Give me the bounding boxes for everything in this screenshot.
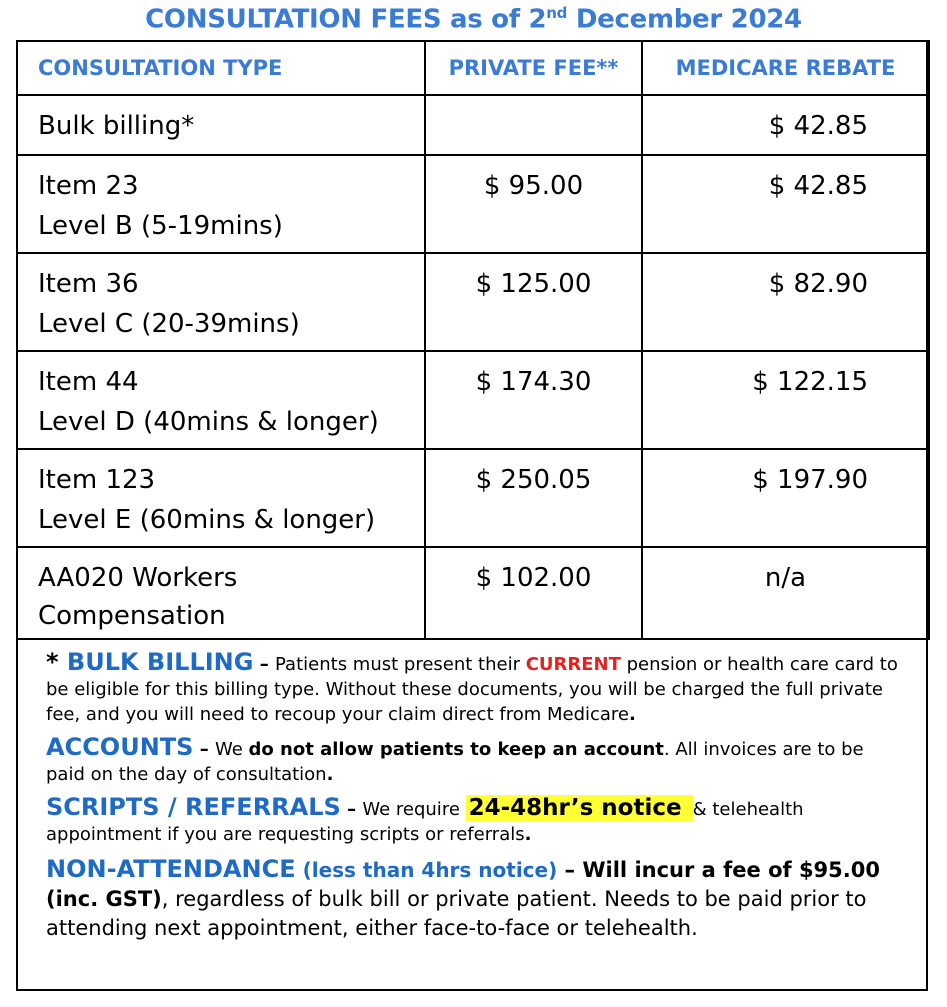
rebate-cell: $ 42.85: [642, 155, 929, 253]
fee-notes: [46, 650, 906, 949]
column-header-medicare-rebate: MEDICARE REBATE: [642, 41, 929, 95]
consultation-type-cell: Item 123 Level E (60mins & longer): [17, 449, 425, 547]
note-heading: NON-ATTENDANCE: [46, 855, 296, 883]
table-row: [17, 155, 929, 253]
accounts-note: ACCOUNTS – We do not allow patients to keep an account. All invoices are to be paid on the day of consultation.: [46, 733, 864, 785]
private-fee-cell: $ 250.05: [425, 449, 642, 547]
scripts-referrals-note: SCRIPTS / REFERRALS – We require 24-48hr’s notice & telehealth appointment if you are requesting scripts or referrals.: [46, 793, 804, 845]
column-header-private-fee: PRIVATE FEE**: [425, 41, 642, 95]
table-header-row: [17, 41, 929, 95]
note-heading: ACCOUNTS: [46, 733, 194, 761]
note-heading: SCRIPTS / REFERRALS: [46, 793, 341, 821]
private-fee-cell: $ 174.30: [425, 351, 642, 449]
private-fee-cell: [425, 95, 642, 155]
consultation-type-cell: Item 23 Level B (5-19mins): [17, 155, 425, 253]
rebate-cell: $ 122.15: [642, 351, 929, 449]
consultation-type-cell: Item 36 Level C (20-39mins): [17, 253, 425, 351]
table-row: [17, 95, 929, 155]
consultation-type-cell: Bulk billing*: [17, 95, 425, 155]
rebate-cell: $ 197.90: [642, 449, 929, 547]
table-row: [17, 351, 929, 449]
consultation-type-cell: Item 44 Level D (40mins & longer): [17, 351, 425, 449]
note-heading: BULK BILLING: [66, 648, 254, 676]
notice-highlight: 24-48hr’s notice: [466, 795, 693, 821]
bulk-billing-note: * BULK BILLING – Patients must present their CURRENT pension or health care card to be eligible for this billing type. Without these documents, you will be charged the full private fee, and you will need to recoup your claim direct from Medicare.: [46, 648, 898, 725]
private-fee-cell: $ 125.00: [425, 253, 642, 351]
private-fee-cell: $ 102.00: [425, 547, 642, 639]
table-row: [17, 449, 929, 547]
table-row: [17, 253, 929, 351]
rebate-cell: $ 82.90: [642, 253, 929, 351]
column-header-type: CONSULTATION TYPE: [17, 41, 425, 95]
fees-table: [16, 40, 930, 640]
non-attendance-note: NON-ATTENDANCE (less than 4hrs notice) – Will incur a fee of $95.00 (inc. GST), regardless of bulk bill or private patient. Needs to be paid prior to attending next appointment, either face-to-face or telehealth.: [46, 855, 880, 940]
rebate-cell: n/a: [642, 547, 929, 639]
private-fee-cell: $ 95.00: [425, 155, 642, 253]
table-row: [17, 547, 929, 639]
page-title: CONSULTATION FEES as of 2nd December 2024: [145, 4, 802, 35]
rebate-cell: $ 42.85: [642, 95, 929, 155]
consultation-type-cell: AA020 Workers Compensation: [17, 547, 425, 639]
